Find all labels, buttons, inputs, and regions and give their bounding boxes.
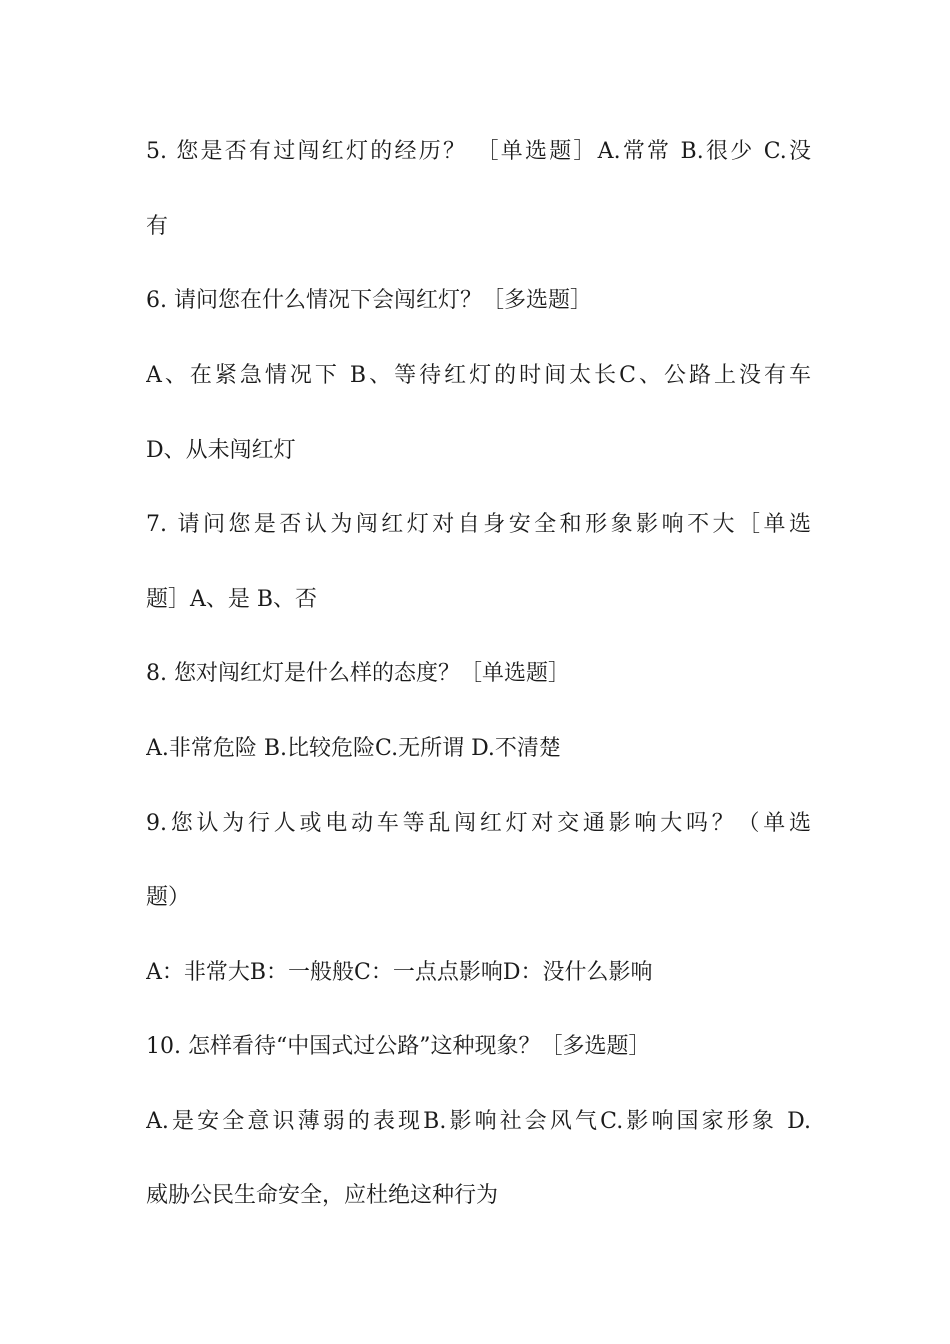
question-5-line-2: 有 <box>146 214 169 239</box>
question-6-title: 6. 请问您在什么情况下会闯红灯？［多选题］ <box>146 288 592 313</box>
question-6-options-line-2: D、从未闯红灯 <box>146 438 296 463</box>
question-9-options: A：非常大B：一般般C：一点点影响D：没什么影响 <box>146 960 653 985</box>
question-8-options: A.非常危险 B.比较危险C.无所谓 D.不清楚 <box>146 736 561 761</box>
question-9-line-2: 题） <box>146 885 191 910</box>
question-10-options-line-2: 威胁公民生命安全，应杜绝这种行为 <box>146 1183 499 1208</box>
question-10-options-line-1: A.是安全意识薄弱的表现B.影响社会风气C.影响国家形象 D. <box>146 1109 811 1134</box>
question-5-line-1: 5. 您是否有过闯红灯的经历？ ［单选题］A.常常 B.很少 C.没 <box>146 139 811 164</box>
question-7-line-2: 题］A、是 B、否 <box>146 587 318 612</box>
question-8-title: 8. 您对闯红灯是什么样的态度？［单选题］ <box>146 661 570 686</box>
question-6-options-line-1: A、在紧急情况下 B、等待红灯的时间太长C、公路上没有车 <box>146 363 811 388</box>
question-7-line-1: 7. 请问您是否认为闯红灯对自身安全和形象影响不大［单选 <box>146 512 811 537</box>
question-9-line-1: 9.您认为行人或电动车等乱闯红灯对交通影响大吗？（单选 <box>146 811 811 836</box>
question-10-title: 10. 怎样看待“中国式过公路”这种现象？［多选题］ <box>146 1034 651 1059</box>
